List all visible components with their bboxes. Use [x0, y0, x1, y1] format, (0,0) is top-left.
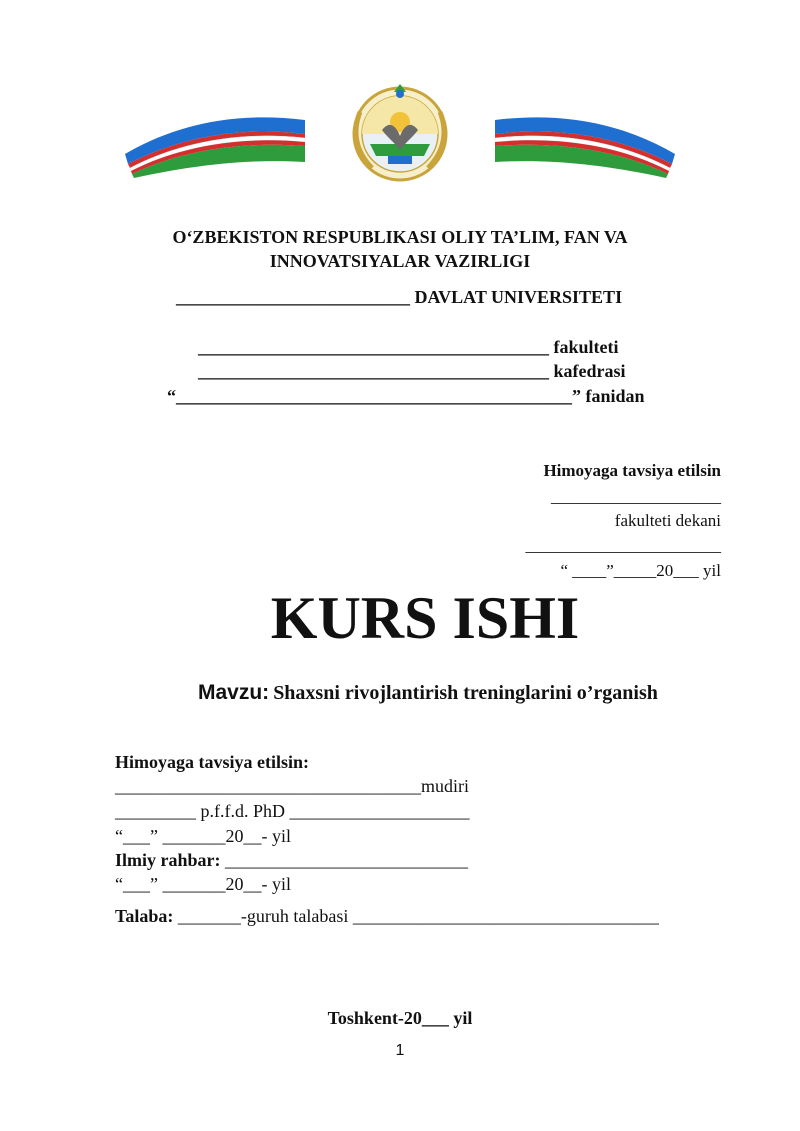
topic-label: Mavzu:: [198, 681, 270, 704]
supervisor-label: Ilmiy rahbar:: [115, 850, 221, 870]
subject-label: ” fanidan: [572, 386, 645, 406]
faculty-blank: _______________________________________: [198, 337, 549, 357]
student-line: _______-guruh talabasi __________________________________: [177, 906, 659, 926]
faculty-label: fakulteti: [553, 337, 619, 357]
head-line: __________________________________mudiri: [115, 776, 469, 796]
page-number: 1: [395, 1042, 405, 1059]
student-row: [115, 906, 659, 927]
approval-heading: Himoyaga tavsiya etilsin: [543, 461, 721, 480]
subject-blank: ____________________________________________: [176, 386, 572, 406]
ministry-line-1: O‘ZBEKISTON RESPUBLIKASI OLIY TA’LIM, FAN VA: [172, 227, 628, 247]
department-line: [198, 361, 626, 382]
topic-line: [198, 681, 658, 705]
document-title: KURS ISHI: [270, 585, 580, 651]
state-emblem-icon: [120, 82, 680, 182]
university-blank: __________________________: [176, 287, 410, 307]
date-line-1: “___” _______20__- yil: [115, 826, 291, 846]
university-label: DAVLAT UNIVERSITETI: [414, 287, 623, 307]
approval-line-1: ____________________: [551, 487, 721, 506]
department-label: kafedrasi: [553, 361, 626, 381]
city-year: Toshkent-20___ yil: [327, 1008, 473, 1028]
left-flag-icon: [125, 117, 305, 178]
student-label: Talaba:: [115, 906, 174, 926]
supervisor-line: [115, 850, 468, 871]
right-flag-icon: [495, 117, 675, 178]
university-line: [176, 287, 622, 308]
department-blank: _______________________________________: [198, 361, 549, 381]
defense-heading: Himoyaga tavsiya etilsin:: [115, 752, 309, 772]
supervisor-blank: ___________________________: [225, 850, 468, 870]
ministry-line-2: INNOVATSIYALAR VAZIRLIGI: [269, 251, 531, 271]
subject-open-quote: “: [167, 386, 176, 406]
faculty-line: [198, 337, 619, 358]
approval-date: “ ____”_____20___ yil: [560, 561, 721, 580]
subject-line: [167, 386, 645, 407]
approval-line-2: _______________________: [525, 536, 721, 555]
topic-text: Shaxsni rivojlantirish treninglarini o’rganish: [273, 682, 658, 704]
degree-line: _________ p.f.f.d. PhD ____________________: [115, 801, 470, 821]
date-line-2: “___” _______20__- yil: [115, 874, 291, 894]
seal-icon: [354, 84, 446, 180]
dean-label: fakulteti dekani: [614, 511, 721, 530]
